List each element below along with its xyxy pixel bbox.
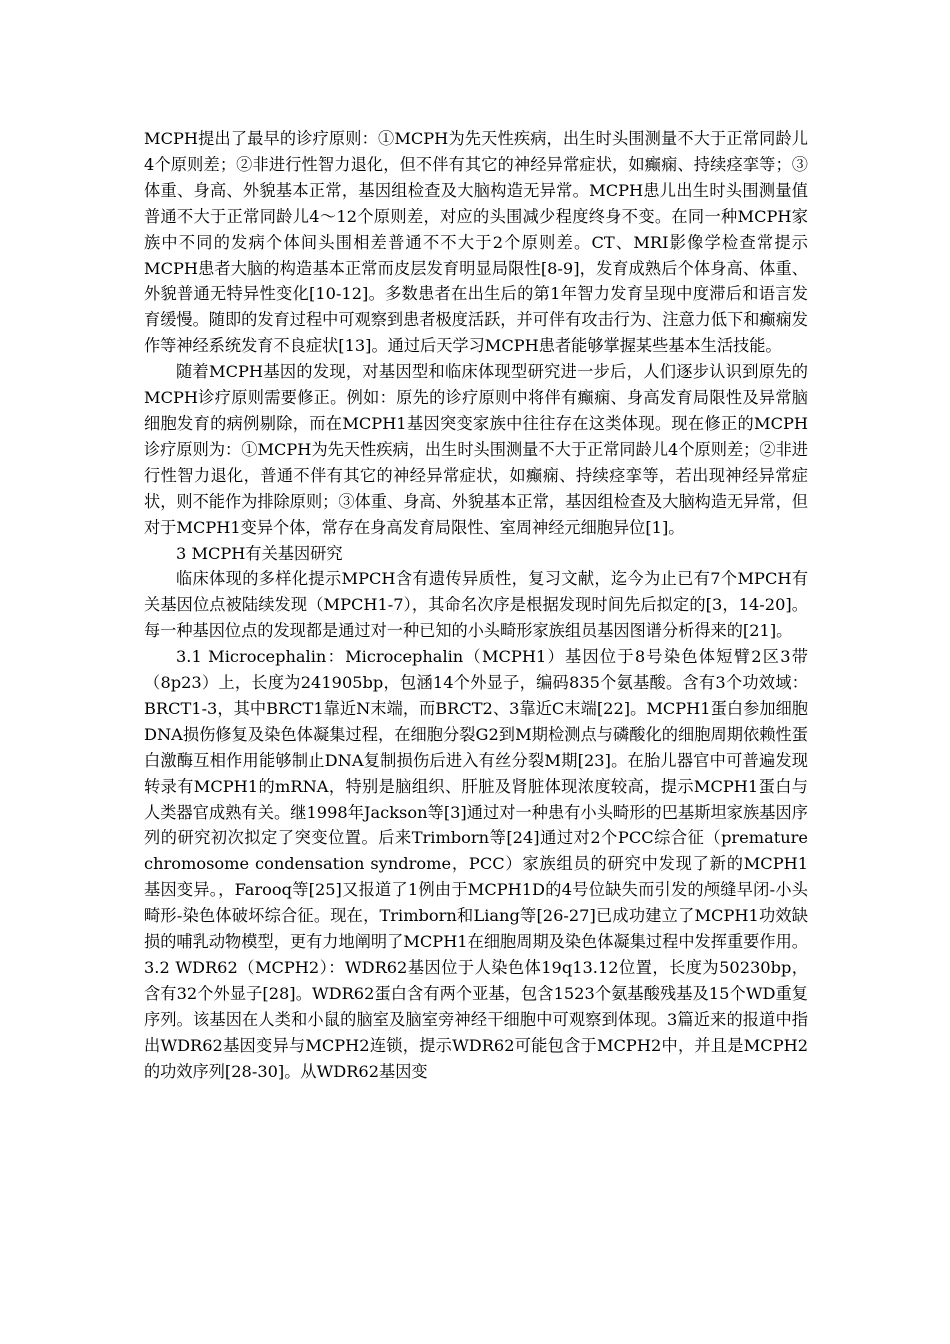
paragraph-revised-criteria: 随着MCPH基因的发现，对基因型和临床体现型研究进一步后，人们逐步认识到原先的MCPH诊疗原则需要修正。例如：原先的诊疗原则中将伴有癫痫、身高发育局限性及异常脑细胞发育的病例剔除，而在MCPH1基因突变家族中往往存在这类体现。现在修正的MCPH诊疗原则为：①MCPH为先天性疾病，出生时头围测量不大于正常同龄儿4个原则差；②非进行性智力退化，普通不伴有其它的神经异常症状，如癫痫、持续痉挛等，若出现神经异常症状，则不能作为排除原则；③体重、身高、外貌基本正常，基因组检查及大脑构造无异常，但对于MCPH1变异个体，常存在身高发育局限性、室周神经元细胞异位[1]。 xyxy=(144,362,808,537)
body-text xyxy=(144,126,808,1085)
paragraph-diagnostic-criteria: MCPH提出了最早的诊疗原则：①MCPH为先天性疾病，出生时头围测量不大于正常同龄儿4个原则差；②非进行性智力退化，但不伴有其它的神经异常症状，如癫痫、持续痉挛等；③体重、身高、外貌基本正常，基因组检查及大脑构造无异常。MCPH患儿出生时头围测量值普通不大于正常同龄儿4～12个原则差，对应的头围减少程度终身不变。在同一种MCPH家族中不同的发病个体间头围相差普通不不大于2个原则差。CT、MRI影像学检查常提示MCPH患者大脑的构造基本正常而皮层发育明显局限性[8-9]，发育成熟后个体身高、体重、外貌普通无特异性变化[10-12]。多数患者在出生后的第1年智力发育呈现中度滞后和语言发育缓慢。随即的发育过程中可观察到患者极度活跃，并可伴有攻击行为、注意力低下和癫痫发作等神经系统发育不良症状[13]。通过后天学习MCPH患者能够掌握某些基本生活技能。 xyxy=(144,129,808,356)
paragraph-gene-loci: 临床体现的多样化提示MPCH含有遗传异质性，复习文献，迄今为止已有7个MPCH有关基因位点被陆续发现（MPCH1-7），其命名次序是根据发现时间先后拟定的[3，14-20]。每一种基因位点的发现都是通过对一种已知的小头畸形家族组员基因图谱分析得来的[21]。 xyxy=(144,569,808,641)
section-heading: 3 MCPH有关基因研究 xyxy=(176,543,343,563)
paragraph-microcephalin: 3.1 Microcephalin：Microcephalin（MCPH1）基因位于8号染色体短臂2区3带（8p23）上，长度为241905bp，包涵14个外显子，编码835个氨基酸。含有3个功效域：BRCT1-3，其中BRCT1靠近N末端，而BRCT2、3靠近C末端[22]。MCPH1蛋白参加细胞DNA损伤修复及染色体凝集过程，在细胞分裂G2到M期检测点与磷酸化的细胞周期依赖性蛋白激酶互相作用能够制止DNA复制损伤后进入有丝分裂M期[23]。在胎儿器官中可普遍发现转录有MCPH1的mRNA，特别是脑组织、肝脏及肾脏体现浓度较高，提示MCPH1蛋白与人类器官成熟有关。继1998年Jackson等[3]通过对一种患有小头畸形的巴基斯坦家族基因序列的研究初次拟定了突变位置。后来Trimborn等[24]通过对2个PCC综合征（premature chromosome condensation syndrome，PCC）家族组员的研究中发现了新的MCPH1基因变异。，Farooq等[25]又报道了1例由于MCPH1D的4号位缺失而引发的颅缝早闭-小头畸形-染色体破坏综合征。现在，Trimborn和Liang等[26-27]已成功建立了MCPH1功效缺损的哺乳动物模型，更有力地阐明了MCPH1在细胞周期及染色体凝集过程中发挥重要作用。3.2 WDR62（MCPH2）：WDR62基因位于人染色体19q13.12位置，长度为50230bp，含有32个外显子[28]。WDR62蛋白含有两个亚基，包含1523个氨基酸残基及15个WD重复序列。该基因在人类和小鼠的脑室及脑室旁神经干细胞中可观察到体现。3篇近来的报道中指出WDR62基因变异与MCPH2连锁，提示WDR62可能包含于MCPH2中，并且是MCPH2的功效序列[28-30]。从WDR62基因变 xyxy=(144,647,808,1081)
